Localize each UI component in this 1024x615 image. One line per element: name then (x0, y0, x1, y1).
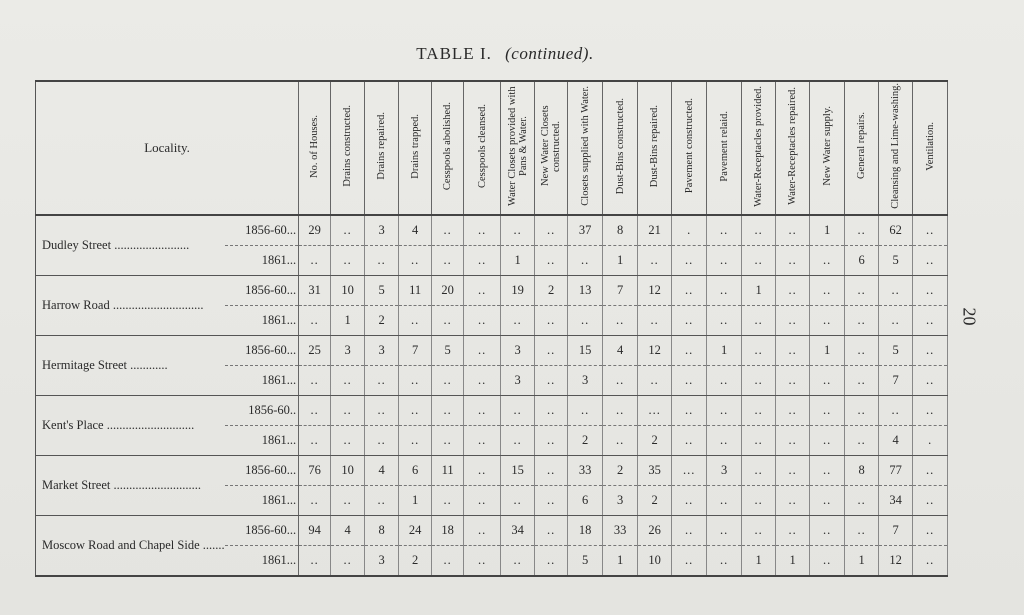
table-cell: .. (501, 486, 535, 516)
table-cell: .. (464, 336, 501, 366)
table-cell: .. (845, 396, 879, 426)
table-cell: .. (776, 215, 810, 246)
table-cell: 4 (603, 336, 638, 366)
table-cell: .. (464, 246, 501, 276)
table-cell: .. (707, 276, 742, 306)
table-cell: . (672, 215, 707, 246)
column-header (399, 81, 432, 215)
table-row (36, 396, 948, 426)
table-cell: 3 (501, 366, 535, 396)
table-cell: .. (535, 396, 568, 426)
table-cell: 1 (810, 215, 845, 246)
table-cell: .. (672, 246, 707, 276)
column-header (707, 81, 742, 215)
table-cell: .. (399, 246, 432, 276)
table-cell: .. (501, 426, 535, 456)
table-cell: .. (464, 456, 501, 486)
table-cell: 1 (603, 246, 638, 276)
column-header (331, 81, 365, 215)
column-header-label: Pavement relaid. (718, 110, 730, 182)
table-cell: .. (776, 396, 810, 426)
table-cell: 18 (432, 516, 464, 546)
table-row (36, 516, 948, 546)
table-cell: 7 (603, 276, 638, 306)
table-cell: .. (776, 276, 810, 306)
column-header-label: New Water Closets constructed. (540, 105, 563, 187)
table-cell: 2 (535, 276, 568, 306)
table-cell: . (913, 426, 948, 456)
table-cell: .. (707, 516, 742, 546)
table-cell: .. (365, 486, 399, 516)
table-cell: 3 (568, 366, 603, 396)
table-cell: .. (464, 486, 501, 516)
table-cell: .. (672, 276, 707, 306)
table-cell: 6 (399, 456, 432, 486)
locality-header: Locality. (36, 81, 299, 215)
table-cell: 34 (879, 486, 913, 516)
table-cell: .. (331, 366, 365, 396)
table-cell: 3 (365, 215, 399, 246)
period-label: 1856-60.. (225, 396, 299, 426)
table-cell: .. (603, 426, 638, 456)
table-cell: ... (672, 456, 707, 486)
table-cell: .. (535, 246, 568, 276)
table-cell: .. (810, 516, 845, 546)
table-cell: 4 (365, 456, 399, 486)
table-cell: 8 (845, 456, 879, 486)
column-header-label: Dust-Bins constructed. (614, 97, 626, 195)
table-cell: .. (810, 486, 845, 516)
locality-name: Dudley Street ........................ (36, 215, 225, 276)
table-cell: .. (913, 396, 948, 426)
table-cell: .. (568, 396, 603, 426)
table-cell: 3 (365, 336, 399, 366)
table-cell: .. (913, 546, 948, 577)
table-cell: 37 (568, 215, 603, 246)
table-cell: 1 (707, 336, 742, 366)
table-cell: 5 (365, 276, 399, 306)
table-cell: 24 (399, 516, 432, 546)
period-label: 1861... (225, 246, 299, 276)
table-cell: .. (432, 306, 464, 336)
table-cell: .. (603, 366, 638, 396)
table-cell: .. (672, 336, 707, 366)
period-label: 1861... (225, 426, 299, 456)
table-row (36, 336, 948, 366)
table-cell: 4 (399, 215, 432, 246)
column-header-label: Drains trapped. (409, 113, 421, 179)
table-cell: 8 (603, 215, 638, 246)
table-cell: .. (672, 366, 707, 396)
table-cell: .. (331, 486, 365, 516)
period-label: 1856-60... (225, 516, 299, 546)
table-cell: .. (501, 306, 535, 336)
table-cell: .. (845, 486, 879, 516)
locality-name: Hermitage Street ............ (36, 336, 225, 396)
table-cell: .. (464, 546, 501, 577)
table-cell: .. (432, 215, 464, 246)
table-cell: 7 (879, 366, 913, 396)
table-row (36, 276, 948, 306)
column-header (810, 81, 845, 215)
table-cell: .. (913, 306, 948, 336)
table-cell: 18 (568, 516, 603, 546)
table-cell: .. (707, 246, 742, 276)
table-cell: .. (707, 396, 742, 426)
table-cell: 3 (331, 336, 365, 366)
table-cell: .. (299, 246, 331, 276)
table-cell: .. (331, 396, 365, 426)
table-cell: .. (464, 366, 501, 396)
table-cell: .. (672, 516, 707, 546)
table-cell: .. (535, 215, 568, 246)
table-cell: .. (535, 486, 568, 516)
table-cell: .. (399, 306, 432, 336)
table-cell: .. (742, 426, 776, 456)
table-cell: 1 (742, 546, 776, 577)
table-cell: .. (535, 546, 568, 577)
column-header (535, 81, 568, 215)
table-cell: 34 (501, 516, 535, 546)
table-cell: 1 (845, 546, 879, 577)
column-header-label: Cesspools cleansed. (476, 104, 488, 188)
table-cell: .. (913, 456, 948, 486)
column-header (672, 81, 707, 215)
column-header (776, 81, 810, 215)
table-cell: 15 (568, 336, 603, 366)
column-header-label: Cleansing and Lime-washing. (890, 83, 902, 209)
column-header-label: Water Closets provided with Pans & Water. (506, 86, 529, 206)
table-cell: .. (464, 276, 501, 306)
table-cell: .. (879, 306, 913, 336)
table-cell: .. (432, 486, 464, 516)
table-title (0, 44, 1010, 64)
table-cell: 8 (365, 516, 399, 546)
table-cell: 2 (638, 426, 672, 456)
table-cell: 77 (879, 456, 913, 486)
table-cell: .. (331, 546, 365, 577)
table-row (36, 456, 948, 486)
table-cell: .. (845, 336, 879, 366)
column-header-label: Cesspools abolished. (442, 101, 454, 191)
table-cell: 6 (568, 486, 603, 516)
table-cell: 1 (603, 546, 638, 577)
data-table (35, 80, 948, 577)
column-header (638, 81, 672, 215)
table-cell: .. (299, 366, 331, 396)
table-cell: .. (603, 396, 638, 426)
table-cell: 5 (879, 246, 913, 276)
table-cell: 4 (331, 516, 365, 546)
table-cell: .. (776, 516, 810, 546)
table-cell: 10 (638, 546, 672, 577)
locality-name: Kent's Place ............................ (36, 396, 225, 456)
table-cell: 11 (432, 456, 464, 486)
table-cell: .. (810, 246, 845, 276)
table-cell: .. (913, 366, 948, 396)
table-cell: .. (742, 215, 776, 246)
table-cell: 20 (432, 276, 464, 306)
period-label: 1856-60... (225, 215, 299, 246)
table-cell: 21 (638, 215, 672, 246)
table-cell: .. (776, 486, 810, 516)
table-cell: 12 (879, 546, 913, 577)
table-cell: .. (707, 546, 742, 577)
table-cell: .. (707, 426, 742, 456)
column-header (299, 81, 331, 215)
column-header-label: Dust-Bins repaired. (649, 104, 661, 188)
table-cell: .. (501, 215, 535, 246)
table-cell: .. (535, 336, 568, 366)
period-label: 1856-60... (225, 336, 299, 366)
table-cell: .. (672, 306, 707, 336)
table-cell: 1 (742, 276, 776, 306)
table-cell: 19 (501, 276, 535, 306)
column-header-label: New Water supply. (821, 106, 833, 186)
table-cell: 5 (568, 546, 603, 577)
table-cell: .. (879, 396, 913, 426)
table-cell: 7 (879, 516, 913, 546)
table-cell: .. (399, 366, 432, 396)
table-cell: .. (742, 456, 776, 486)
table-cell: 2 (603, 456, 638, 486)
table-cell: .. (638, 366, 672, 396)
period-label: 1861... (225, 306, 299, 336)
column-header-label: Closets supplied with Water. (579, 86, 591, 206)
table-cell: .. (810, 396, 845, 426)
column-header-label: Water-Receptacles repaired. (787, 87, 799, 205)
column-header-label: Ventilation. (924, 121, 936, 171)
column-header (365, 81, 399, 215)
column-header-label: No. of Houses. (309, 114, 321, 178)
table-cell: 76 (299, 456, 331, 486)
column-header-label: Drains repaired. (376, 112, 388, 180)
table-cell: 1 (399, 486, 432, 516)
period-label: 1856-60... (225, 456, 299, 486)
column-header (464, 81, 501, 215)
table-cell: .. (331, 246, 365, 276)
table-cell: 35 (638, 456, 672, 486)
table-cell: .. (810, 456, 845, 486)
column-header-label: Pavement constructed. (683, 98, 695, 194)
table-cell: 1 (501, 246, 535, 276)
table-cell: .. (568, 306, 603, 336)
column-header (603, 81, 638, 215)
table-cell: .. (365, 246, 399, 276)
table-cell: .. (603, 306, 638, 336)
table-cell: 5 (879, 336, 913, 366)
table-cell: .. (742, 516, 776, 546)
table-cell: .. (464, 516, 501, 546)
table-cell: 7 (399, 336, 432, 366)
table-cell: .. (776, 456, 810, 486)
table-cell: .. (299, 426, 331, 456)
table-cell: 26 (638, 516, 672, 546)
table-cell: 29 (299, 215, 331, 246)
table-cell: 10 (331, 456, 365, 486)
table-cell: 3 (501, 336, 535, 366)
column-header (432, 81, 464, 215)
table-cell: .. (672, 426, 707, 456)
table-cell: 3 (603, 486, 638, 516)
table-cell: 2 (365, 306, 399, 336)
table-cell: .. (365, 396, 399, 426)
table-cell: .. (707, 366, 742, 396)
column-header (501, 81, 535, 215)
table-cell: .. (638, 246, 672, 276)
locality-name: Harrow Road ............................. (36, 276, 225, 336)
table-cell: .. (845, 426, 879, 456)
table-cell: 12 (638, 276, 672, 306)
column-header (742, 81, 776, 215)
table-cell: .. (845, 215, 879, 246)
table-cell: .. (810, 276, 845, 306)
table-cell: .. (535, 306, 568, 336)
period-label: 1861... (225, 486, 299, 516)
table-cell: .. (810, 426, 845, 456)
table-cell: 31 (299, 276, 331, 306)
table-cell: .. (776, 306, 810, 336)
table-cell: .. (913, 246, 948, 276)
table-cell: .. (742, 306, 776, 336)
table-cell: 12 (638, 336, 672, 366)
table-cell: 3 (707, 456, 742, 486)
title-continued: (continued). (505, 44, 594, 63)
table-cell: .. (742, 486, 776, 516)
table-cell: ... (638, 396, 672, 426)
table-cell: 10 (331, 276, 365, 306)
table-cell: .. (535, 426, 568, 456)
table-cell: .. (299, 546, 331, 577)
table-cell: 5 (432, 336, 464, 366)
table-cell: 4 (879, 426, 913, 456)
table-cell: 33 (568, 456, 603, 486)
table-cell: .. (742, 246, 776, 276)
table-cell: 1 (776, 546, 810, 577)
table-cell: .. (742, 336, 776, 366)
column-header (913, 81, 948, 215)
table-cell: .. (707, 215, 742, 246)
table-cell: 6 (845, 246, 879, 276)
table-cell: .. (845, 366, 879, 396)
table-cell: 1 (331, 306, 365, 336)
table-cell: .. (913, 276, 948, 306)
table-cell: .. (845, 516, 879, 546)
table-cell: .. (501, 546, 535, 577)
table-cell: 3 (365, 546, 399, 577)
table-cell: .. (464, 396, 501, 426)
table-cell: .. (464, 306, 501, 336)
table-cell: 62 (879, 215, 913, 246)
header-row (36, 81, 948, 215)
table-cell: .. (810, 366, 845, 396)
table-cell: .. (432, 546, 464, 577)
table-cell: 2 (399, 546, 432, 577)
table-cell: .. (365, 366, 399, 396)
locality-name: Moscow Road and Chapel Side ....... (36, 516, 225, 577)
table-cell: .. (399, 426, 432, 456)
table-cell: .. (672, 486, 707, 516)
table-cell: .. (464, 426, 501, 456)
table-cell: .. (299, 306, 331, 336)
table-cell: .. (299, 396, 331, 426)
column-header-label: Water-Receptacles provided. (753, 85, 765, 207)
title-main: TABLE I. (416, 44, 492, 63)
table-cell: .. (913, 336, 948, 366)
table-cell: .. (810, 546, 845, 577)
table-cell: 13 (568, 276, 603, 306)
table-cell: .. (501, 396, 535, 426)
column-header (845, 81, 879, 215)
column-header-label: General repairs. (856, 112, 868, 180)
table-cell: .. (638, 306, 672, 336)
table-cell: .. (913, 215, 948, 246)
table-cell: .. (845, 276, 879, 306)
table-cell: .. (707, 486, 742, 516)
table-cell: 2 (568, 426, 603, 456)
table-cell: .. (742, 396, 776, 426)
table-cell: .. (879, 276, 913, 306)
table-cell: .. (535, 516, 568, 546)
table-cell: 94 (299, 516, 331, 546)
column-header-label: Drains constructed. (342, 105, 354, 187)
table-cell: 11 (399, 276, 432, 306)
period-label: 1856-60... (225, 276, 299, 306)
table-cell: .. (535, 456, 568, 486)
table-cell: .. (432, 426, 464, 456)
table-cell: 25 (299, 336, 331, 366)
table-cell: .. (776, 426, 810, 456)
table-cell: .. (365, 426, 399, 456)
table-cell: .. (432, 246, 464, 276)
table-cell: .. (913, 516, 948, 546)
table-cell: .. (672, 396, 707, 426)
table-cell: .. (299, 486, 331, 516)
table-cell: .. (432, 366, 464, 396)
column-header (879, 81, 913, 215)
period-label: 1861... (225, 366, 299, 396)
table-cell: 2 (638, 486, 672, 516)
table-cell: .. (776, 246, 810, 276)
table-cell: .. (913, 486, 948, 516)
table-cell: .. (672, 546, 707, 577)
table-cell: .. (568, 246, 603, 276)
table-row (36, 215, 948, 246)
table-cell: 15 (501, 456, 535, 486)
column-header (568, 81, 603, 215)
table-cell: .. (535, 366, 568, 396)
table-cell: .. (464, 215, 501, 246)
table-cell: .. (776, 336, 810, 366)
page-number: 20 (959, 307, 980, 326)
locality-name: Market Street ............................ (36, 456, 225, 516)
table-cell: .. (432, 396, 464, 426)
table-cell: .. (331, 215, 365, 246)
table-cell: .. (331, 426, 365, 456)
table-cell: .. (707, 306, 742, 336)
table-cell: 1 (810, 336, 845, 366)
table-cell: .. (742, 366, 776, 396)
table-cell: 33 (603, 516, 638, 546)
table-cell: .. (399, 396, 432, 426)
table-cell: .. (776, 366, 810, 396)
table-cell: .. (845, 306, 879, 336)
period-label: 1861... (225, 546, 299, 577)
table-cell: .. (810, 306, 845, 336)
